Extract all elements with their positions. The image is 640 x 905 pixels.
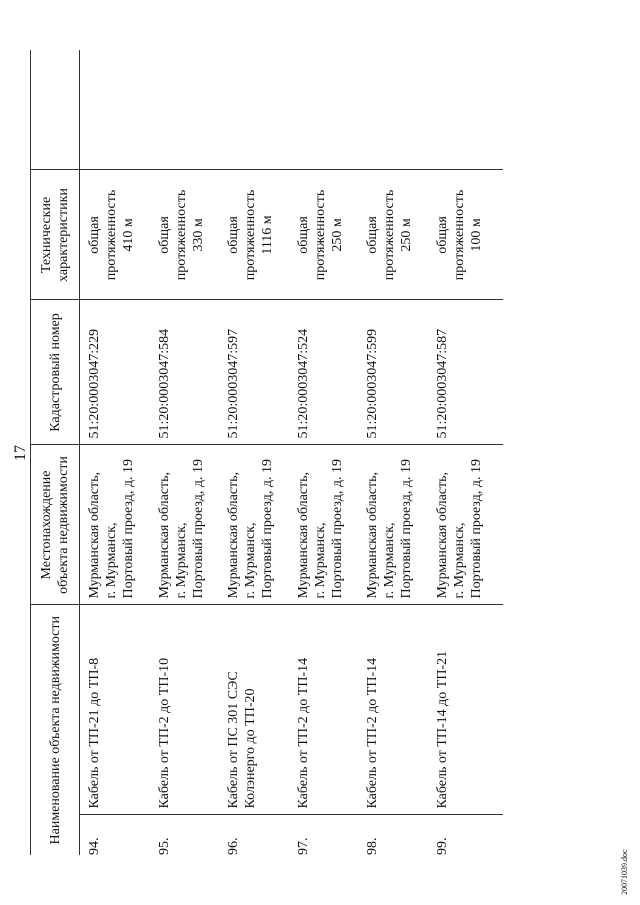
row-name: Кабель от ТП-2 до ТП-14 [364, 605, 434, 815]
row-specs [434, 170, 504, 300]
row-location [225, 445, 295, 605]
header-specs: Технические характеристики [31, 170, 80, 300]
location-line: Портовый проезд, д. 19 [260, 459, 275, 599]
row-extra [364, 50, 434, 170]
row-extra [295, 50, 365, 170]
table-row [295, 50, 365, 855]
row-number: 96. [226, 837, 241, 855]
row-cadastral: 51:20:0003047:584 [156, 300, 226, 445]
location-line: Мурманская область, [156, 471, 172, 599]
specs-line: 100 м [468, 218, 484, 252]
table-row [225, 50, 295, 855]
row-number: 95. [156, 837, 172, 855]
row-name: Кабель от ТП-14 до ТП-21 [434, 605, 504, 815]
row-cadastral: 51:20:0003047:524 [295, 300, 365, 445]
document-file-id: 20071039.doc [620, 849, 629, 895]
row-number: 97. [295, 837, 311, 855]
table-row [80, 50, 156, 855]
location-line: г. Мурманск, [312, 522, 328, 599]
table-row [156, 50, 226, 855]
row-extra [434, 50, 504, 170]
specs-line: общая протяженность [365, 189, 397, 281]
location-line: Портовый проезд, д. 19 [190, 459, 206, 599]
row-specs [156, 170, 226, 300]
row-extra [225, 50, 295, 170]
header-location: Местонахождение объекта недвижимости [31, 445, 80, 605]
location-line: г. Мурманск, [451, 522, 467, 599]
row-specs [225, 170, 295, 300]
row-location [364, 445, 434, 605]
row-name: Кабель от ТП-2 до ТП-10 [156, 605, 226, 815]
header-name: Наименование объекта недвижимости [31, 605, 80, 855]
location-line: Мурманская область, [434, 471, 450, 599]
row-number: 94. [87, 837, 102, 855]
row-extra [156, 50, 226, 170]
row-location [295, 445, 365, 605]
row-specs [295, 170, 365, 300]
location-line: г. Мурманск, [104, 522, 119, 599]
location-line: Мурманская область, [295, 471, 311, 599]
location-line: Мурманская область, [226, 471, 241, 599]
location-line: г. Мурманск, [173, 522, 189, 599]
row-specs [80, 170, 156, 300]
row-name: Кабель от ТП-21 до ТП-8 [80, 605, 156, 815]
property-table [30, 50, 503, 855]
specs-line: общая протяженность [434, 189, 467, 281]
specs-line: 250 м [399, 218, 414, 252]
location-line: Портовый проезд, д. 19 [329, 459, 345, 599]
specs-line: общая протяженность [295, 189, 328, 281]
location-line: Мурманская область, [365, 471, 380, 599]
location-line: г. Мурманск, [243, 522, 258, 599]
row-number: 98. [365, 837, 380, 855]
specs-line: общая протяженность [87, 189, 119, 281]
specs-line: 330 м [190, 218, 206, 252]
header-cadastral: Кадастровый номер [31, 300, 80, 445]
table-row [364, 50, 434, 855]
row-extra [80, 50, 156, 170]
location-line: Портовый проезд, д. 19 [121, 459, 136, 599]
table-header-row [31, 50, 80, 855]
page-number: 17 [12, 445, 29, 461]
location-line: г. Мурманск, [382, 522, 397, 599]
location-line: Портовый проезд, д. 19 [399, 459, 414, 599]
row-cadastral: 51:20:0003047:587 [434, 300, 504, 445]
location-line: Мурманская область, [87, 471, 102, 599]
table-body [80, 50, 504, 855]
specs-line: 250 м [329, 218, 345, 252]
row-location [434, 445, 504, 605]
location-line: Портовый проезд, д. 19 [468, 459, 484, 599]
row-number: 99. [434, 837, 450, 855]
row-name: Кабель от ПС 301 СЭС Колэнерго до ТП-20 [225, 605, 295, 815]
specs-line: 1116 м [260, 215, 275, 255]
row-cadastral: 51:20:0003047:229 [80, 300, 156, 445]
specs-line: общая протяженность [156, 189, 189, 281]
row-location [156, 445, 226, 605]
header-extra [31, 50, 80, 170]
row-cadastral: 51:20:0003047:597 [225, 300, 295, 445]
row-specs [364, 170, 434, 300]
table-row [434, 50, 504, 855]
row-name: Кабель от ТП-2 до ТП-14 [295, 605, 365, 815]
specs-line: общая протяженность [226, 189, 258, 281]
row-location [80, 445, 156, 605]
specs-line: 410 м [121, 218, 136, 252]
row-cadastral: 51:20:0003047:599 [364, 300, 434, 445]
